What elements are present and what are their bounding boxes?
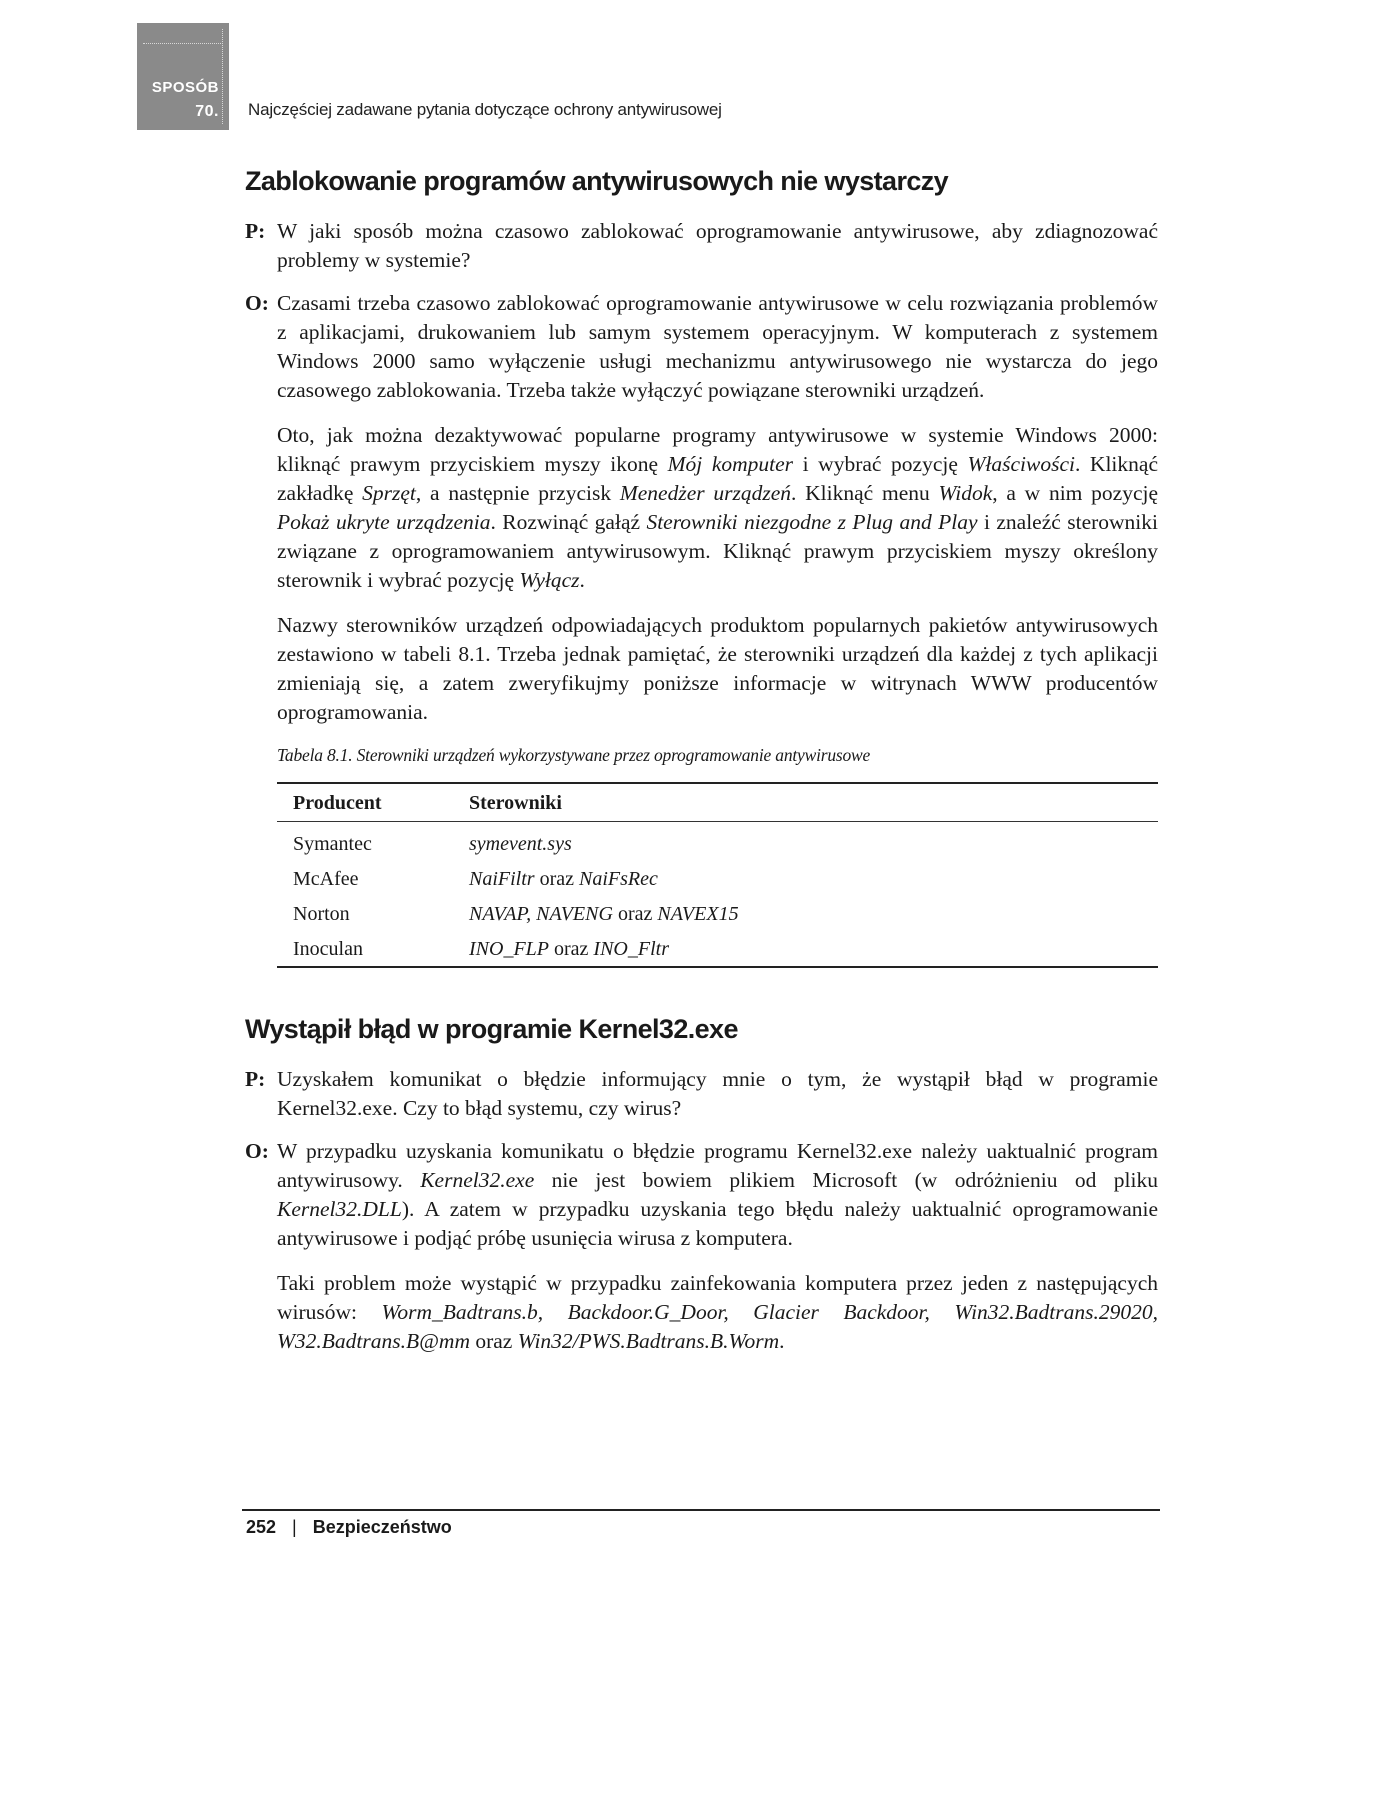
answer-text: Czasami trzeba czasowo zablokować oprogramowanie antywirusowe w celu rozwiązania problemów z aplikacjami, drukowaniem lub samym systemem operacyjnym. W komputerach z systemem Windows 2000 samo wyłączenie usługi mechanizmu antywirusowego nie wystarcza do jego czasowego zablokowania. Trzeba także wyłączyć powiązane sterowniki urządzeń. xyxy=(277,291,1158,402)
text-run: nie jest bowiem plikiem Microsoft (w odróżnieniu od pliku xyxy=(534,1168,1158,1192)
question-2 xyxy=(245,1065,1158,1123)
badge-number: 70. xyxy=(195,103,219,120)
table-row xyxy=(277,822,1158,862)
driver-name: NaiFiltr xyxy=(469,868,535,890)
text-run: . Kliknąć zakładkę xyxy=(277,452,1158,505)
conjunction: oraz xyxy=(549,938,594,960)
table-row xyxy=(277,931,1158,967)
table-row xyxy=(277,896,1158,931)
table-caption: Tabela 8.1. Sterowniki urządzeń wykorzystywane przez oprogramowanie antywirusowe xyxy=(277,745,871,765)
file-name: Kernel32.exe xyxy=(420,1168,535,1192)
hack-number-badge xyxy=(137,23,229,130)
ui-term: Mój komputer xyxy=(667,452,794,476)
text-run: oraz xyxy=(469,1329,518,1353)
producer-cell: Symantec xyxy=(293,833,372,855)
text-run: Oto, jak można dezaktywować popularne programy antywirusowe w systemie Windows 2000: kliknąć prawym przyciskiem myszy ikonę xyxy=(277,423,1158,476)
badge-dotted-rule xyxy=(143,43,223,44)
text-run: . xyxy=(579,568,585,592)
text-run: . xyxy=(779,1329,785,1353)
question-text: Uzyskałem komunikat o błędzie informujący mnie o tym, że wystąpił błąd w programie Kernel32.exe. Czy to błąd systemu, czy wirus? xyxy=(277,1067,1158,1120)
page-content xyxy=(245,160,1158,1356)
ui-term: Menedżer urządzeń xyxy=(619,481,792,505)
text-run: i znaleźć sterowniki związane z oprogramowaniem antywirusowym. Kliknąć prawym przyciskiem myszy określony sterownik i wybrać pozycję xyxy=(277,510,1158,592)
producer-cell: McAfee xyxy=(293,868,359,890)
text-run: , a w nim pozycję xyxy=(992,481,1158,505)
drivers-cell xyxy=(453,861,1158,896)
question-label: P: xyxy=(245,219,266,243)
column-header-drivers: Sterowniki xyxy=(453,783,1158,822)
ui-term: Pokaż ukryte urządzenia xyxy=(277,510,491,534)
producer-cell: Inoculan xyxy=(293,938,363,960)
text-run: W przypadku uzyskania komunikatu o błędzie programu Kernel32.exe należy uaktualnić program antywirusowy. xyxy=(277,1139,1158,1192)
driver-name: INO_FLP xyxy=(469,938,549,960)
text-run: . Kliknąć menu xyxy=(791,481,939,505)
drivers-cell xyxy=(453,896,1158,931)
question-text: W jaki sposób można czasowo zablokować oprogramowanie antywirusowe, aby zdiagnozować problemy w systemie? xyxy=(277,219,1158,272)
conjunction: oraz xyxy=(612,903,658,925)
footer-rule xyxy=(242,1509,1160,1511)
drivers-cell xyxy=(453,822,1158,862)
drivers-cell xyxy=(453,931,1158,967)
text-run: Taki problem może wystąpić w przypadku zainfekowania komputera przez jeden z następujących wirusów: xyxy=(277,1271,1158,1324)
driver-name: NAVAP, NAVENG xyxy=(469,903,613,925)
section-heading-kernel32: Wystąpił błąd w programie Kernel32.exe xyxy=(245,1014,738,1044)
virus-list-paragraph xyxy=(245,1269,1158,1356)
page-footer xyxy=(246,1517,452,1538)
badge-dotted-edge xyxy=(222,29,223,124)
instructions-paragraph xyxy=(245,421,1158,595)
producer-cell: Norton xyxy=(293,903,350,925)
answer-label: O: xyxy=(245,291,269,315)
ui-term: Właściwości xyxy=(967,452,1075,476)
section-heading-antivirus-disable: Zablokowanie programów antywirusowych nie wystarczy xyxy=(245,166,949,196)
table-row xyxy=(277,861,1158,896)
ui-term: Widok xyxy=(938,481,993,505)
question-1 xyxy=(245,217,1158,275)
drivers-table xyxy=(277,782,1158,968)
virus-names: Worm_Badtrans.b, Backdoor.G_Door, Glacier Backdoor, Win32.Badtrans.29020, W32.Badtrans.B@mm xyxy=(277,1300,1159,1353)
driver-name: NaiFsRec xyxy=(579,868,658,890)
driver-name: NAVEX15 xyxy=(657,903,739,925)
footer-separator: | xyxy=(292,1517,297,1537)
ui-term: Sprzęt xyxy=(362,481,416,505)
running-header: Najczęściej zadawane pytania dotyczące ochrony antywirusowej xyxy=(248,100,722,119)
answer-label: O: xyxy=(245,1139,269,1163)
chapter-title: Bezpieczeństwo xyxy=(312,1517,452,1537)
driver-name: symevent.sys xyxy=(469,833,572,855)
virus-names: Win32/PWS.Badtrans.B.Worm xyxy=(517,1329,780,1353)
conjunction: oraz xyxy=(534,868,579,890)
table-intro-paragraph: Nazwy sterowników urządzeń odpowiadających produktom popularnych pakietów antywirusowych zestawiono w tabeli 8.1. Trzeba jednak pamiętać, że sterowniki urządzeń dla każdej z tych aplikacji zmieniają się, a zatem zweryfikujmy poniższe informacje w witrynach WWW producentów oprogramowania. xyxy=(277,613,1158,724)
text-run: . Rozwinąć gałąź xyxy=(490,510,647,534)
table-header-row xyxy=(277,783,1158,822)
answer-text xyxy=(277,1139,1158,1250)
text-run: i wybrać pozycję xyxy=(793,452,968,476)
badge-word: SPOSÓB xyxy=(151,79,219,96)
column-header-producer: Producent xyxy=(277,783,453,822)
answer-2 xyxy=(245,1137,1158,1253)
text-run: ). A zatem w przypadku uzyskania tego błędu należy uaktualnić oprogramowanie antywirusowe i podjąć próbę usunięcia wirusa z komputera. xyxy=(277,1197,1158,1250)
page-number: 252 xyxy=(246,1517,277,1537)
question-label: P: xyxy=(245,1067,266,1091)
answer-1 xyxy=(245,289,1158,405)
file-name: Kernel32.DLL xyxy=(277,1197,402,1221)
text-run: , a następnie przycisk xyxy=(415,481,620,505)
driver-name: INO_Fltr xyxy=(593,938,669,960)
ui-term: Wyłącz xyxy=(519,568,580,592)
ui-term: Sterowniki niezgodne z Plug and Play xyxy=(646,510,978,534)
